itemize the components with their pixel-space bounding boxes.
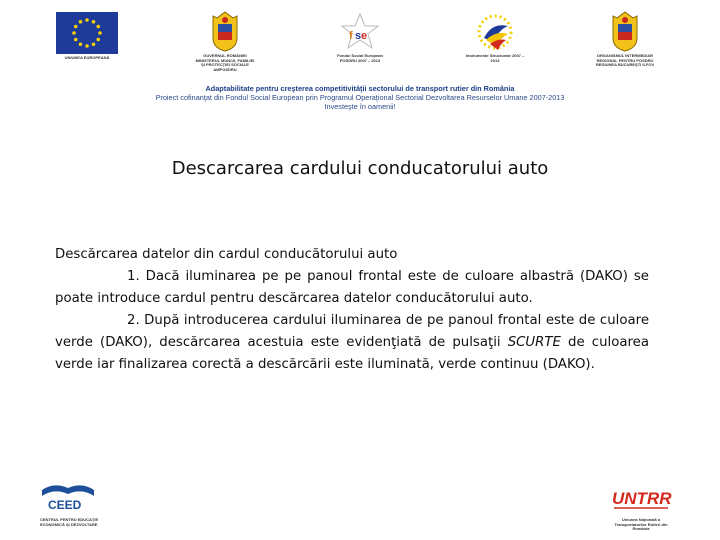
- body-heading: Descărcarea datelor din cardul conducătorului auto: [55, 247, 398, 262]
- eu-star-icon: [92, 42, 96, 46]
- logo-caption: ORGANISMUL INTERMEDIAR REGIONAL PENTRU POSDRU REGIUNEA BUCUREŞTI ILFOV: [595, 53, 655, 67]
- eu-star-icon: [74, 38, 78, 42]
- intermediate-body-logo: [595, 10, 655, 68]
- project-banner: [100, 84, 620, 111]
- banner-line-2: Proiect cofinanţat din Fondul Social European prin Programul Operaţional Sectorial Dezvoltarea Resurselor Umane 2007-2013: [155, 93, 565, 102]
- eu-star-icon: [98, 31, 102, 35]
- banner-line-3: Investeşte în oamenii!: [324, 102, 396, 111]
- paragraph-1: 1. Dacă iluminarea pe pe panoul frontal este de culoare albastră (DAKO) se poate introduce cardul pentru descărcarea datelor conducătorului auto.: [55, 269, 649, 306]
- untrr-logo-icon: [610, 480, 672, 512]
- paragraph-2-emphasis: SCURTE: [507, 335, 561, 350]
- government-logo: [195, 10, 255, 72]
- ceed-caption: CENTRUL PENTRU EDUCAŢIE ECONOMICĂ ŞI DEZVOLTARE: [40, 517, 99, 527]
- slide-body: [55, 244, 649, 376]
- eu-star-icon: [79, 42, 83, 46]
- structural-instruments-icon: [472, 12, 518, 52]
- eu-star-icon: [92, 20, 96, 24]
- untrr-logo: [610, 480, 680, 532]
- romania-coat-of-arms-icon: [209, 10, 241, 52]
- eu-star-icon: [96, 25, 100, 29]
- slide-title: Descarcarea cardului conducatorului auto: [171, 158, 549, 179]
- header-logos: [0, 0, 720, 80]
- eu-star-icon: [72, 31, 76, 35]
- ceed-logo: [40, 480, 110, 527]
- paragraph-2-text-end: de culoarea verde iar finalizarea corectă a descărcării este iluminată, verde continuu (DAKO).: [55, 335, 649, 372]
- fse-logo-icon: [336, 12, 384, 52]
- ceed-wordmark: CEED: [48, 498, 82, 512]
- eu-star-icon: [96, 38, 100, 42]
- svg-text:s: s: [355, 30, 362, 42]
- fse-logo: [330, 12, 390, 63]
- logo-caption: Fondul Social European POSDRU 2007 – 2013: [337, 53, 383, 63]
- eu-logo: [52, 12, 122, 61]
- paragraph-2-text: 2. După introducerea cardului iluminarea de pe panoul frontal este de culoare verde (DAKO), descărcarea acestuia este evidenţiată de pulsaţii: [55, 313, 649, 350]
- logo-caption: GUVERNUL ROMÂNIEI MINISTERUL MUNCII, FAMILIEI ŞI PROTECŢIEI SOCIALE AMPOSDRU: [195, 53, 255, 72]
- logo-caption: Instrumente Structurale 2007 – 2013: [465, 53, 525, 63]
- paragraph-2: [55, 310, 649, 376]
- oi-coat-of-arms-icon: [609, 10, 641, 52]
- structural-instruments-logo: [465, 12, 525, 63]
- untrr-caption: Uniunea Naţională a Transportatorilor Rutieri din România: [614, 517, 668, 531]
- ceed-logo-icon: [40, 480, 96, 512]
- svg-text:e: e: [361, 30, 368, 42]
- eu-star-icon: [85, 18, 89, 22]
- untrr-wordmark: UNTRR: [612, 489, 672, 508]
- eu-star-icon: [85, 44, 89, 48]
- eu-star-icon: [79, 20, 83, 24]
- logo-caption: UNIUNEA EUROPEANĂ: [64, 55, 110, 60]
- eu-flag-icon: [56, 12, 118, 54]
- banner-line-1: Adaptabilitate pentru creşterea competitivităţii sectorului de transport rutier din România: [205, 84, 515, 93]
- eu-star-icon: [74, 25, 78, 29]
- svg-text:f: f: [349, 30, 353, 42]
